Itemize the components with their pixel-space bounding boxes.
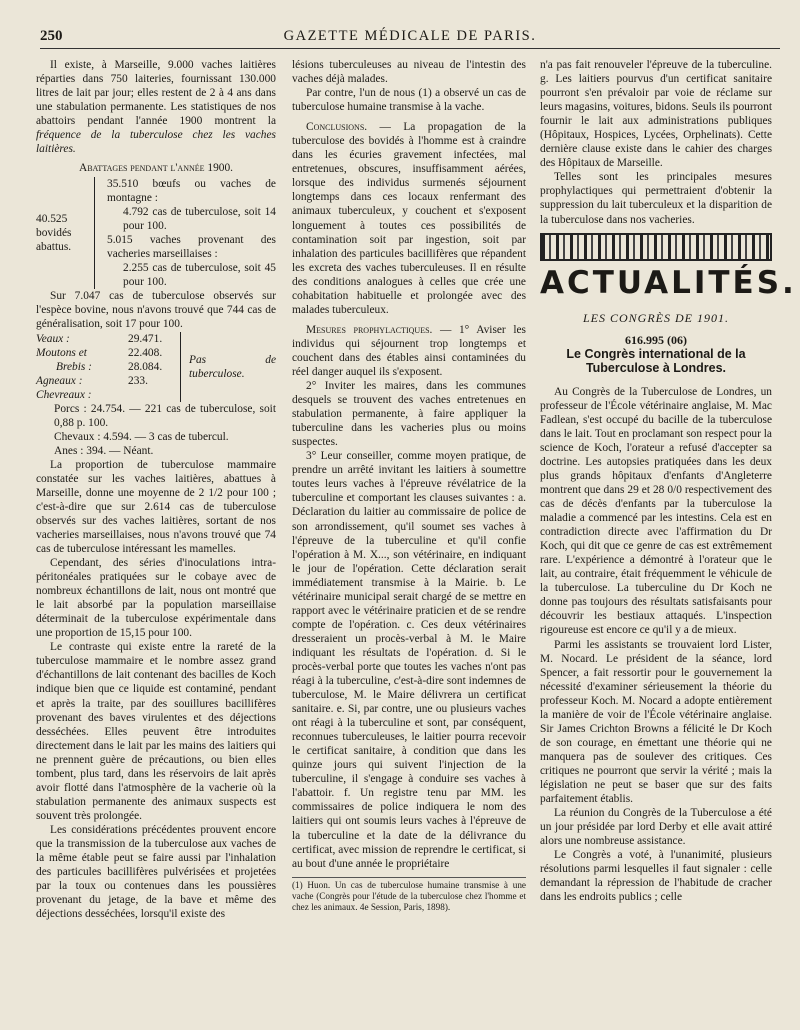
paragraph-text: — La propagation de la tuberculose des bovidés à l'homme est à craindre dans les écuries gravement infectées, mal entretenues, obscures, insuffisamment aérées, lorsque des individus surmenés séjournent longtemps dans ces locaux renfermant des animaux tuberculeux, y couchent et s'exposent longuement à toutes ces possibilités de contamination soit par ingestion, soit par inhalation des particules bacillifères que répandent les excreta des vaches tuberculeuses. Il en résulte des conditions analogues à celles que crée une cohabitation habituelle et prolongée avec des malades tuberculeux. (292, 121, 526, 316)
paragraph: Les considérations précédentes prouvent encore que la transmission de la tuberculose aux vaches de la même étable peut se faire aussi par l'inhalation des particules bacillifères pulvérisées et projetées par la toux ou contenues dans les poussières provenant du jetage, de la bave et même des déjections desséchées, lorsqu'il existe des (36, 823, 276, 921)
livestock-count: 22.408. (128, 346, 163, 359)
italic-text: fréquence de la tuberculose chez les vaches laitières. (36, 129, 276, 156)
brace-icon (181, 332, 190, 402)
page-number: 250 (40, 28, 63, 44)
anes-line: Anes : 394. — Néant. (54, 444, 154, 457)
abattage-line: 35.510 bœufs ou vaches de montagne : (107, 178, 276, 205)
abattages-lines (107, 177, 276, 289)
paragraph: Parmi les assistants se trouvaient lord Lister, M. Nocard. Le président de la séance, lord Spencer, a fait ressortir pour le gouvernement la nécessité d'examiner sérieusement la théorie du professeur Koch. M. Nocard a adopte entièrement la manière de voir de l'École vétérinaire anglaise. Sir James Crichton Browns a félicité le Dr Koch de son courage, en émettant une théorie qui ne manquera pas de soulever des critiques. Ces critiques ne pourront que servir la vérité ; mais la législation ne peut se baser que sur des faits parfaitement établis. (540, 638, 772, 806)
paragraph-text: — 1° Aviser les individus qui séjournent trop longtemps et couchent dans des étables ainsi contaminées du réel danger auquel ils s'exposent. (292, 323, 526, 378)
paragraph: Le Congrès a voté, à l'unanimité, plusieurs résolutions parmi lesquelles il faut signaler : celle demandant la répression de l'habitude de cracher dans les endroits publics ; celle (540, 849, 772, 904)
abattage-line: 4.792 cas de tuberculose, soit 14 pour 100. (123, 206, 276, 233)
journal-title: GAZETTE MÉDICALE DE PARIS. (283, 28, 537, 44)
chevaux-line: Chevaux : 4.594. — 3 cas de tubercul. (54, 430, 229, 443)
livestock-counts (128, 332, 181, 402)
livestock-name: Moutons et (36, 346, 87, 359)
conclusions-heading: Conclusions. (306, 121, 368, 134)
paragraph: Sur 7.047 cas de tuberculose observés sur l'espèce bovine, nous n'avons trouvé que 744 cas de généralisation, soit 17 pour 100. (36, 290, 276, 331)
no-tuberculosis-note: Pas de tuberculose. (189, 353, 276, 380)
column-left (36, 58, 276, 921)
livestock-count: 29.471. (128, 332, 163, 345)
paragraph (36, 58, 276, 156)
abattage-line: 5.015 vaches provenant des vacheries marseillaises : (107, 234, 276, 261)
classification-code: 616.995 (06) (625, 332, 687, 347)
page-header (40, 28, 780, 49)
paragraph: Telles sont les principales mesures prophylactiques qui permettraient d'obtenir la suppression du lait tuberculeux et la disparition de la tuberculose dans nos vacheries. (540, 171, 772, 226)
ornamental-border (540, 233, 772, 261)
paragraph: lésions tuberculeuses au niveau de l'intestin des vaches déjà malades. (292, 59, 526, 86)
footnote: (1) Huon. Un cas de tuberculose humaine transmise à une vache (Congrès pour l'étude de la tuberculose chez l'homme et chez les animaux. 4e Session, Paris, 1898). (292, 877, 526, 913)
paragraph: La réunion du Congrès de la Tuberculose a été un jour présidée par lord Derby et elle avait attiré alors une nombreuse assistance. (540, 807, 772, 848)
livestock-names (36, 332, 128, 402)
section-title: ACTUALITÉS. (540, 264, 797, 301)
brace-icon (95, 177, 108, 289)
mesures-heading: Mesures prophylactiques. (306, 323, 433, 336)
paragraph: Le contraste qui existe entre la rareté de la tuberculose mammaire et le nombre assez grand d'échantillons de lait contenant des bacilles de Koch indique bien que ce liquide est contaminé, pendant et après la traite, par des souillures bacillifères provenant des baves virulentes et des déjections desséchées. Elles peuvent être introduites directement dans le lait par les mains des laitiers qui ne prennent guère de précautions, ou bien elles tombent, plus tard, dans les réservoirs de lait après avoir flotté dans l'atmosphère de la vacherie où la stabulation permanente des animaux suspects est souvent très prolongée. (36, 641, 276, 822)
livestock-name: Agneaux : (36, 374, 83, 387)
brace-label: 40.525 bovidés abattus. (36, 213, 72, 254)
porcs-line: Porcs : 24.754. — 221 cas de tuberculose, soit 0,88 p. 100. (54, 402, 276, 429)
livestock-count: 28.084. (128, 360, 163, 373)
paragraph: n'a pas fait renouveler l'épreuve de la tuberculine. g. Les laitiers pourvus d'un certificat sanitaire pourront s'en prévaloir par voie de réclame sur leurs magasins, voitures, bidons. Seuls ils pourront fournir le lait aux administrations publiques (Hôpitaux, Hospices, Lycées, Orphelinats). Cette dernière clause existe dans le cahier des charges des Hôpitaux de Marseille. (540, 59, 772, 170)
livestock-name: Chevreaux : (36, 388, 92, 401)
abattage-line: 2.255 cas de tuberculose, soit 45 pour 100. (123, 262, 276, 289)
livestock-name: Veaux : (36, 332, 70, 345)
livestock-table (36, 332, 276, 402)
column-middle (292, 58, 526, 913)
paragraph: 2° Inviter les maires, dans les communes desquels se trouvent des vaches entretenues en stabulation permanente, à faire appliquer la tuberculine dans les vacheries plus ou moins suspectes. (292, 380, 526, 449)
column-right (540, 58, 797, 904)
livestock-count: 233. (128, 374, 148, 387)
article-title: Le Congrès international de la Tuberculose à Londres. (566, 346, 746, 375)
paragraph (292, 323, 526, 379)
abattages-heading: Abattages pendant l'année 1900. (78, 162, 234, 175)
paragraph-text: Il existe, à Marseille, 9.000 vaches laitières réparties dans 750 laiteries, fournissant 130.000 litres de lait par jour; elles restent de 2 à 4 ans dans une stabulation permanente. Les statistiques de nos abattoirs pendant l'année 1900 montrent la (36, 59, 276, 128)
livestock-name: Brebis : (56, 360, 92, 373)
paragraph: La proportion de tuberculose mammaire constatée sur les vaches laitières, abattues à Marseille, donne une moyenne de 2 1/2 pour 100 ; c'est-à-dire que sur 2.614 cas de tuberculose observés sur des vaches laitières, sortant de nos vacheries marseillaises, nous n'avons trouvé que 74 cas de tuberculose intéressant les mamelles. (36, 458, 276, 555)
paragraph: 3° Leur conseiller, comme moyen pratique, de prendre un arrêté invitant les laitiers à soumettre toutes leurs vaches à l'épreuve révélatrice de la tuberculine et comportant les clauses suivantes : a. Déclaration du laitier au commissaire de police de son arrondissement, qu'il soumet ses vaches à l'épreuve de la tuberculine et qu'il confie l'opération à M. X..., son vétérinaire, en indiquant le jour de l'opération. Cette déclaration serait immédiatement transmise à la Mairie. b. Le vétérinaire municipal serait chargé de se mettre en rapport avec le vétérinaire praticien et de se rendre compte de l'opération. c. Ces deux vétérinaires dresseraient un procès-verbal à M. le Maire indiquant les résultats de l'opération. d. Si le procès-verbal porte que toutes les vaches n'ont pas réagi à la tuberculine, c'est-à-dire sont indemnes de tuberculose, M. le Maire délivrera un certificat sanitaire. e. Si, par contre, une ou plusieurs vaches ont réagi à la tuberculine et sont, par conséquent, reconnues tuberculeuses, le laitier pourra recevoir le certificat sanitaire, à condition que dans les quinze jours qui suivent l'injection de la tuberculine, il s'engage à conduire ses vaches à l'abattoir. f. Un registre tenu par MM. les commissaires de police indiquera le nom des laitiers qui ont soumis leurs vaches à l'épreuve de la tuberculine et la date de la délivrance du certificat, avec mission de reprendre le certificat, si au bout d'une année le propriétaire (292, 450, 526, 870)
abattages-table (36, 177, 276, 289)
paragraph: Au Congrès de la Tuberculose de Londres, un professeur de l'École vétérinaire anglaise, M. Mac Fadlean, s'est occupé du bacille de la tuberculose dans le lait. Tout en proclamant son respect pour la science de Koch, l'orateur a refusé d'accepter sa doctrine. Les autopsies pratiquées dans les deux plus grands hôpitaux d'enfants d'Angleterre montrent que dans 29 et 28 0/0 respectivement des cas de décès d'enfants par la tuberculose la maladie a commencé par les intestins. Cela est en contradiction directe avec l'affirmation du Dr Koch, qui dit que ce genre de cas est extrêmement rare. L'expérience a démontré à l'orateur que le lait, au contraire, était fréquemment le véhicule de la tuberculose. La tuberculine du Dr Koch ne donne pas toujours des résultats satisfaisants pour découvrir les bestiaux attaqués. L'inspection rigoureuse est encore ce qu'il y a de mieux. (540, 385, 772, 637)
paragraph (292, 120, 526, 317)
paragraph: Cependant, des séries d'inoculations intra-péritonéales pratiquées sur le cobaye avec de nombreux échantillons de lait, nous ont montré que le lait absorbé par la population marseillaise déterminait de la tuberculose expérimentale dans une proportion de 15,15 pour 100. (36, 557, 276, 640)
section-subtitle: LES CONGRÈS DE 1901. (583, 310, 729, 325)
paragraph: Par contre, l'un de nous (1) a observé un cas de tuberculose humaine transmise à la vache. (292, 87, 526, 114)
